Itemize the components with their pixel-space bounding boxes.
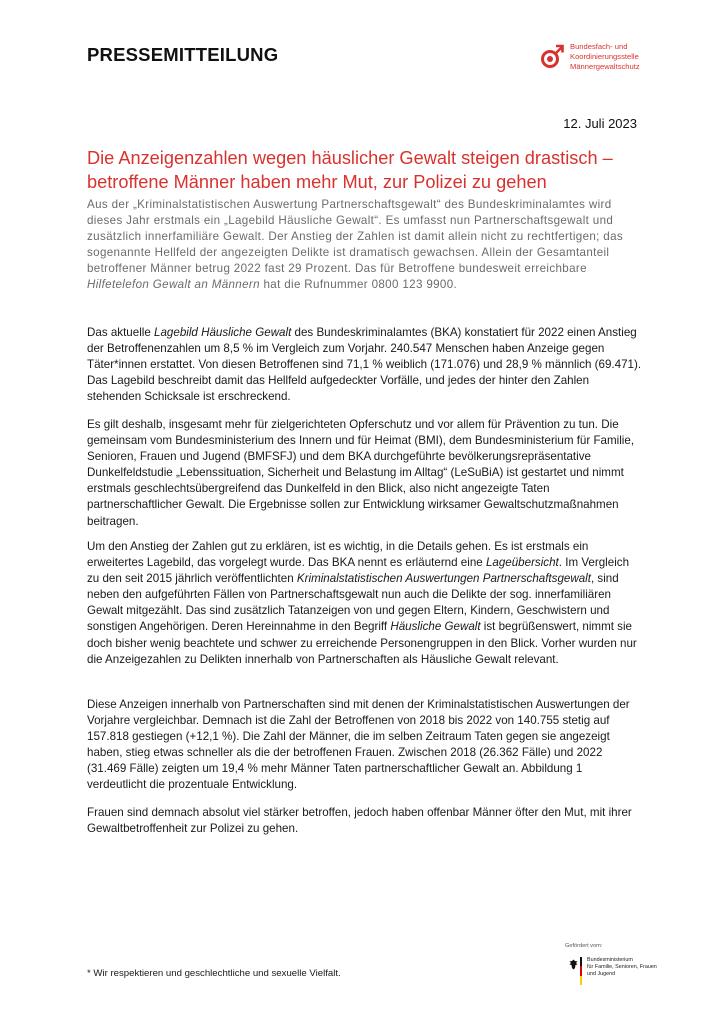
federal-eagle-icon xyxy=(569,959,578,970)
p3-text-a: Um den Anstieg der Zahlen gut zu erklären, ist es wichtig, in die Details gehen. Es ist erstmals ein erweitertes Lagebild, das vorgelegt wurde. Das BKA nennt es erläuternd eine xyxy=(87,540,589,570)
p2-text-a: Es gilt deshalb, insgesamt mehr für zielgerichteten Opferschutz und vor allem für Prävention zu tun. Die gemeinsam vom Bundesministerium des Innern und für Heimat (BMI), dem Bundesministerium für Familie, Senioren, Frauen und Jugend (BMFSFJ) und dem BKA durchgeführte bevölkerungsrepräsentative Dunkelfeldstudie „Lebenssituation, Sicherheit und Belastung im Alltag“ (LeSuBiA) ist gestartet und nimmt erstmals geschlechtsübergreifend das Dunkelfeld in den Blick, also nicht angezeigte Taten partnerschaftlicher Gewalt. Die Ergebnisse sollen zur Entwicklung wirksamer Gewaltschutzmaßnahmen beitragen. xyxy=(87,418,635,528)
p3-text-d: ist begrüßenswert, nimmt sie doch bisher wenig beachtete und schwer zu erreichende Personengruppen in den Blick. Vorher wurden nur die Anzeigezahlen zu Delikten innerhalb von Partnerschaften als Häusliche Gewalt relevant. xyxy=(87,620,637,666)
organization-logo xyxy=(540,40,690,76)
body-paragraph-1 xyxy=(87,325,643,405)
p1-text-a: Das aktuelle xyxy=(87,326,155,339)
p3-text-c: , sind neben den aufgeführten Fällen von Partnerschaftsgewalt nun auch die Delikte der sog. innerfamiliären Gewalt mitgezählt. Das sind zusätzlich Tatanzeigen von und gegen Eltern, Kindern, Geschwistern und sonstigen Angehörigen. Deren Hereinnahme in den Begriff xyxy=(87,572,619,634)
lead-text-2: hat die Rufnummer 0800 123 9900. xyxy=(259,278,458,292)
lead-text-1: Aus der „Kriminalstatistischen Auswertung Partnerschaftsgewalt“ des Bundeskriminalamtes wird dieses Jahr erstmals ein „Lagebild Häusliche Gewalt“. Es umfasst nun Partnerschaftsgewalt und zusätzlich innerfamiliäre Gewalt. Der Anstieg der Zahlen ist damit allein nicht zu rechtfertigen; das sogenannte Hellfeld der angezeigten Delikte ist dramatisch gewachsen. Allein der Gesamtanteil betroffener Männer betrug 2022 fast 29 Prozent. Das für Betroffene bundesweit erreichbare xyxy=(87,198,624,276)
document-type-title: PRESSEMITTEILUNG xyxy=(87,44,279,65)
funder-line-2: für Familie, Senioren, Frauen xyxy=(587,964,657,970)
flag-bar xyxy=(580,957,582,985)
body-paragraph-5 xyxy=(87,805,643,837)
logo-line-1: Bundesfach- und xyxy=(570,42,628,51)
funder-line-3: und Jugend xyxy=(587,971,616,977)
body-paragraph-3 xyxy=(87,539,643,668)
logo-mars-symbol-icon xyxy=(540,40,566,72)
p5-text-a: Frauen sind demnach absolut viel stärker betroffen, jedoch haben offenbar Männer öfter den Mut, mit ihrer Gewaltbetroffenheit zur Polizei zu gehen. xyxy=(87,806,632,836)
p1-text-b: des Bundeskriminalamtes (BKA) konstatiert für 2022 einen Anstieg der Betroffenenzahlen um 8,5 % im Vergleich zum Vorjahr. 240.547 Menschen haben Anzeige gegen Täter*innen erstattet. Von diesen Betroffenen sind 71,1 % weiblich (171.076) und 28,9 % männlich (69.471). Das Lagebild beschreibt damit das Hellfeld aufgedeckter Vorfälle, und jedes der hinter den Zahlen stehenden Schicksale ist erschreckend. xyxy=(87,326,642,404)
p3-text-b: . Im Vergleich zu den seit 2015 jährlich veröffentlichten xyxy=(87,556,630,586)
logo-line-3: Männergewaltschutz xyxy=(570,62,640,71)
p4-text-a: Diese Anzeigen innerhalb von Partnerschaften sind mit denen der Kriminalstatistischen Auswertungen der Vorjahre vergleichbar. Demnach ist die Zahl der Betroffenen von 2018 bis 2022 von 140.755 stetig auf 157.818 gestiegen (+12,1 %). Die Zahl der Männer, die im selben Zeitraum Taten gegen sie angezeigt haben, stieg etwas schneller als die der betroffenen Frauen. Zwischen 2018 (26.362 Fälle) und 2022 (31.469 Fälle) zeigten um 19,4 % mehr Männer Taten partnerschaftlicher Gewalt an. Abbildung 1 verdeutlicht die prozentuale Entwicklung. xyxy=(87,698,630,792)
funder-logo xyxy=(565,943,675,993)
p3-italic-3: Häusliche Gewalt xyxy=(390,620,481,634)
release-date: 12. Juli 2023 xyxy=(563,116,637,131)
lead-hotline-name: Hilfetelefon Gewalt an Männern xyxy=(87,278,260,292)
lead-paragraph xyxy=(87,197,643,294)
funder-ministry-name xyxy=(587,957,667,978)
headline: Die Anzeigenzahlen wegen häuslicher Gewalt steigen drastisch – betroffene Männer haben mehr Mut, zur Polizei zu gehen xyxy=(87,148,613,192)
footnote: * Wir respektieren und geschlechtliche und sexuelle Vielfalt. xyxy=(87,968,341,979)
logo-text xyxy=(570,42,640,72)
body-paragraph-2 xyxy=(87,417,643,530)
funder-label: Gefördert vom: xyxy=(565,943,603,949)
body-paragraph-4 xyxy=(87,697,643,794)
funder-line-1: Bundesministerium xyxy=(587,957,633,963)
p3-italic-1: Lageübersicht xyxy=(485,556,559,570)
p1-italic-1: Lagebild Häusliche Gewalt xyxy=(154,326,292,339)
p3-italic-2: Kriminalstatistischen Auswertungen Partnerschaftsgewalt xyxy=(296,572,591,586)
logo-line-2: Koordinierungsstelle xyxy=(570,52,639,61)
